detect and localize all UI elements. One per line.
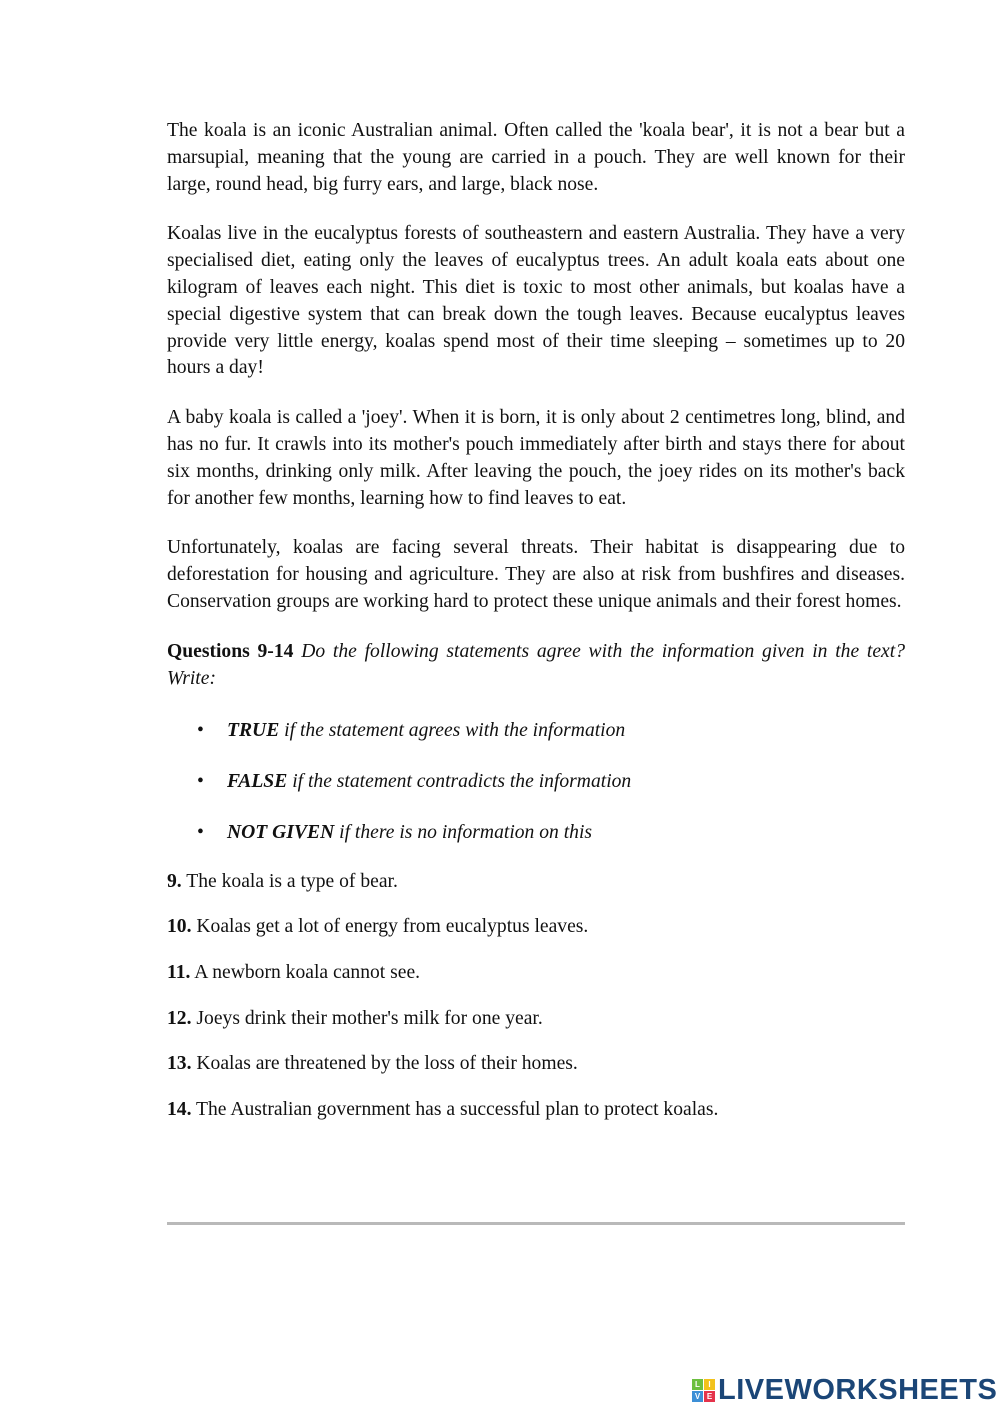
- paragraph-2: Koalas live in the eucalyptus forests of southeastern and eastern Australia. They have a very specialised diet, eating only the leaves of eucalyptus trees. An adult koala eats about one kilogram of leaves each night. This diet is toxic to most other animals, but koalas have a special digestive system that can break down the tough leaves. Because eucalyptus leaves provide very little energy, koalas spend most of their time sleeping – sometimes up to 20 hours a day!: [167, 223, 905, 379]
- logo-letter: I: [704, 1379, 715, 1390]
- liveworksheets-logo: [692, 1374, 997, 1407]
- statement-text: Koalas are threatened by the loss of their homes.: [196, 1053, 578, 1075]
- statement-number: 12.: [167, 1007, 192, 1029]
- statement-number: 11.: [167, 961, 191, 983]
- questions-heading: Questions 9-14: [167, 640, 294, 662]
- option-key: TRUE: [227, 720, 280, 742]
- statement-13: [167, 1053, 905, 1075]
- logo-letter: L: [692, 1379, 703, 1390]
- statement-text: A newborn koala cannot see.: [194, 961, 421, 983]
- paragraph-1: The koala is an iconic Australian animal. Often called the 'koala bear', it is not a bear but a marsupial, meaning that the young are carried in a pouch. They are well known for their large, round head, big furry ears, and large, black nose.: [167, 120, 905, 195]
- option-key: FALSE: [227, 771, 288, 793]
- statement-text: The Australian government has a successful plan to protect koalas.: [196, 1098, 719, 1120]
- option-desc: if the statement contradicts the information: [292, 771, 632, 793]
- statement-number: 14.: [167, 1098, 192, 1120]
- logo-letter: E: [704, 1391, 715, 1402]
- option-desc: if the statement agrees with the information: [284, 720, 626, 742]
- questions-intro: [167, 639, 905, 693]
- statement-number: 13.: [167, 1053, 192, 1075]
- statement-9: [167, 871, 905, 893]
- statement-14: [167, 1099, 905, 1121]
- paragraph-3: A baby koala is called a 'joey'. When it is born, it is only about 2 centimetres long, blind, and has no fur. It crawls into its mother's pouch immediately after birth and stays there for about six months, drinking only milk. After leaving the pouch, the joey rides on its mother's back for another few months, learning how to find leaves to eat.: [167, 407, 905, 509]
- statement-text: Joeys drink their mother's milk for one year.: [196, 1007, 543, 1029]
- logo-icon: [692, 1379, 715, 1402]
- statement-number: 9.: [167, 870, 182, 892]
- option-key: NOT GIVEN: [227, 821, 335, 843]
- statement-text: The koala is a type of bear.: [186, 870, 398, 892]
- answer-options: [167, 718, 905, 846]
- logo-letter: V: [692, 1391, 703, 1402]
- questions-instruction: Do the following statements agree with the information given in the text? Write:: [167, 640, 905, 689]
- reading-content: [167, 118, 905, 1144]
- statement-10: [167, 916, 905, 938]
- option-false: [227, 769, 905, 796]
- divider: [167, 1222, 905, 1225]
- statement-number: 10.: [167, 916, 192, 938]
- option-desc: if there is no information on this: [339, 821, 593, 843]
- option-not-given: [227, 820, 905, 847]
- statement-11: [167, 962, 905, 984]
- statement-12: [167, 1008, 905, 1030]
- statement-text: Koalas get a lot of energy from eucalyptus leaves.: [196, 916, 589, 938]
- logo-text: LIVEWORKSHEETS: [718, 1374, 998, 1406]
- paragraph-4: Unfortunately, koalas are facing several threats. Their habitat is disappearing due to deforestation for housing and agriculture. They are also at risk from bushfires and diseases. Conservation groups are working hard to protect these unique animals and their forest homes.: [167, 537, 905, 612]
- option-true: [227, 718, 905, 745]
